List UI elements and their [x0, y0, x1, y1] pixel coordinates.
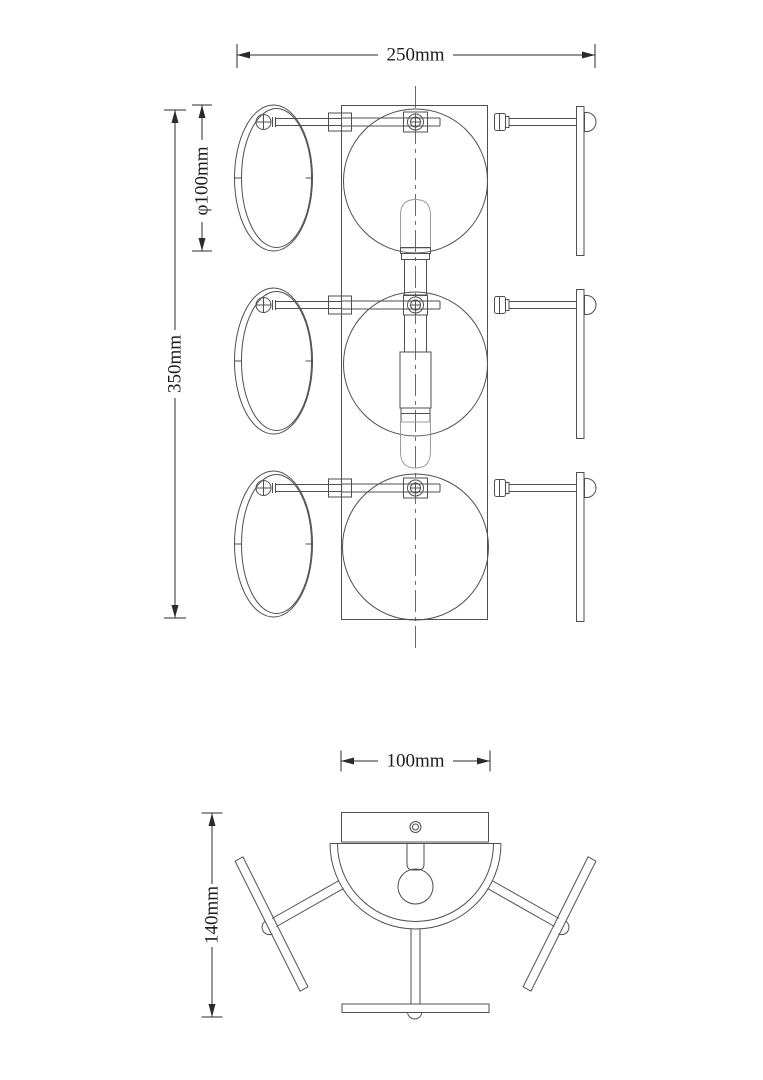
dome-nut-1: [585, 113, 597, 132]
center-screw-2: [342, 295, 441, 315]
center-screw-1: [342, 112, 441, 132]
dim-height-350: [164, 110, 186, 618]
bottom-bar: [342, 1004, 489, 1013]
dim-depth-label: 140mm: [201, 885, 223, 945]
side-arm-right: [488, 857, 596, 991]
shade-disc-left-1: [235, 105, 313, 251]
dome-nut-2: [585, 296, 597, 315]
side-rod-right-2: [495, 290, 597, 439]
arrow-down-icon: [199, 238, 206, 251]
shade-disc-left-2: [235, 288, 313, 434]
canopy-screw-hole: [410, 822, 421, 833]
arrow-right-icon: [582, 52, 595, 59]
arrow-left-icon: [237, 52, 250, 59]
arrow-right-icon: [477, 758, 490, 765]
dim-height-label: 350mm: [164, 334, 186, 394]
arrow-up-icon: [172, 110, 179, 123]
mount-arm-left-1: [256, 113, 352, 131]
dim-diameter-label: φ100mm: [191, 146, 213, 216]
center-screw-3: [342, 478, 441, 498]
arrow-down-icon: [172, 605, 179, 618]
dim-width-250: [237, 44, 595, 68]
mount-arm-left-2: [256, 296, 352, 314]
side-rod-right-1: [495, 107, 597, 256]
half-bowl-shade: [330, 844, 501, 930]
side-bar-right-2: [577, 290, 585, 439]
side-view: [202, 751, 596, 1019]
front-view: [164, 44, 596, 648]
arrow-up-icon: [209, 813, 216, 826]
ceiling-canopy: [342, 813, 489, 843]
side-arm-left: [235, 857, 343, 991]
bottom-knob: [408, 1013, 422, 1019]
arrow-down-icon: [209, 1004, 216, 1017]
arrow-up-icon: [199, 105, 206, 118]
side-bar-right-1: [577, 107, 585, 256]
dim-canopy-100: [341, 751, 490, 772]
bulb-side: [398, 869, 433, 904]
dome-nut-3: [585, 479, 597, 498]
dim-canopy-label: 100mm: [386, 750, 445, 772]
socket-and-bulb: [398, 844, 433, 905]
backplate: [342, 106, 488, 620]
mount-arm-left-3: [256, 479, 352, 497]
dim-depth-140: [202, 813, 223, 1017]
dim-diameter-100: [192, 105, 213, 251]
side-bar-right-3: [577, 473, 585, 622]
shade-disc-left-3: [235, 471, 313, 617]
side-rod-right-3: [495, 473, 597, 622]
arrow-left-icon: [341, 758, 354, 765]
dim-width-label: 250mm: [386, 44, 445, 66]
bottom-stem-assembly: [342, 929, 489, 1019]
